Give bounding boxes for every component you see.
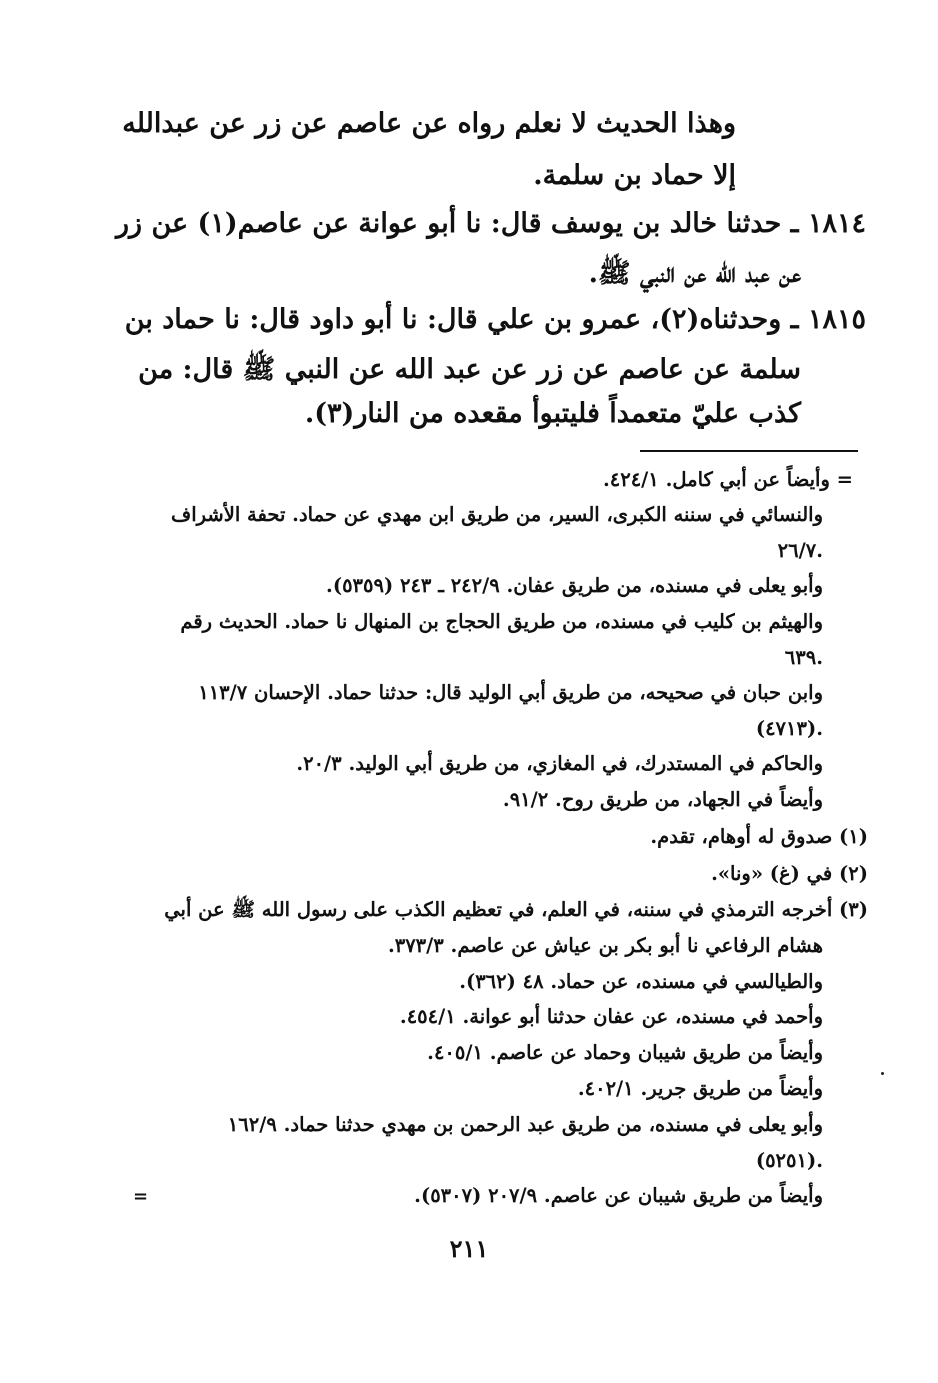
footnote-line: وأحمد في مسنده، عن عفان حدثنا أبو عوانة. ٤٥٤/١. [399,1005,823,1028]
scan-speck [881,1072,884,1075]
main-line-7: كذب عليّ متعمداً فليتبوأ مقعده من النار(٣). [304,398,801,429]
hadith-1815: ١٨١٥ ـ وحدثناه(٢)، عمرو بن علي قال: نا أبو داود قال: نا حماد بن [124,304,866,335]
footnote-line: هشام الرفاعي نا أبو بكر بن عياش عن عاصم. ٣٧٣/٣. [387,934,823,957]
main-line-1: وهذا الحديث لا نعلم رواه عن عاصم عن زر عن عبدالله [122,108,736,139]
footnote-separator [640,450,858,452]
footnote-line: .٦٣٩ [784,646,823,669]
footnote-line: وأبو يعلى في مسنده، من طريق عبد الرحمن بن مهدي حدثنا حماد. ١٦٢/٩ [227,1113,823,1136]
footnote-2: (٢) في (غ) «ونا». [711,862,868,885]
footnote-line: .(٤٧١٣) [755,717,823,740]
footnote-line: والحاكم في المستدرك، في المغازي، من طريق أبي الوليد. ٢٠/٣. [296,752,823,775]
main-line-2: إلا حماد بن سلمة. [533,160,736,191]
footnote-line: وأيضاً من طريق شيبان عن عاصم. ٢٠٧/٩ (٥٣٠٧). [414,1184,823,1207]
footnote-1: (١) صدوق له أوهام، تقدم. [650,825,868,848]
main-line-4: عن عبد الله عن النبي ﷺ. [588,258,801,289]
page-number: ٢١١ [449,1234,489,1263]
footnote-line: والطيالسي في مسنده، عن حماد. ٤٨ (٣٦٢). [459,970,823,993]
margin-continuation-mark: = [133,1186,149,1207]
footnote-line: .(٥٢٥١) [755,1149,823,1172]
footnote-3: (٣) أخرجه الترمذي في سننه، في العلم، في تعظيم الكذب على رسول الله ﷺ عن أبي [164,898,868,921]
footnote-line: وأيضاً من طريق شيبان وحماد عن عاصم. ٤٠٥/١. [427,1041,823,1064]
footnote-line: وأيضاً من طريق جرير. ٤٠٢/١. [577,1077,823,1100]
footnote-continuation: = وأيضاً عن أبي كامل. ٤٢٤/١. [602,468,853,491]
hadith-1814: ١٨١٤ ـ حدثنا خالد بن يوسف قال: نا أبو عوانة عن عاصم(١) عن زر [116,208,866,239]
footnote-line: .٢٦/٧ [777,539,823,562]
footnote-line: وابن حبان في صحيحه، من طريق أبي الوليد قال: حدثنا حماد. الإحسان ١١٣/٧ [198,681,823,704]
footnote-line: والهيثم بن كليب في مسنده، من طريق الحجاج بن المنهال نا حماد. الحديث رقم [180,610,823,633]
footnote-line: وأيضاً في الجهاد، من طريق روح. ٩١/٢. [502,788,823,811]
footnote-line: وأبو يعلى في مسنده، من طريق عفان. ٢٤٢/٩ ـ ٢٤٣ (٥٣٥٩). [326,574,823,597]
footnote-line: والنسائي في سننه الكبرى، السير، من طريق ابن مهدي عن حماد. تحفة الأشراف [170,503,823,526]
main-line-6: سلمة عن عاصم عن زر عن عبد الله عن النبي ﷺ قال: من [138,354,801,385]
